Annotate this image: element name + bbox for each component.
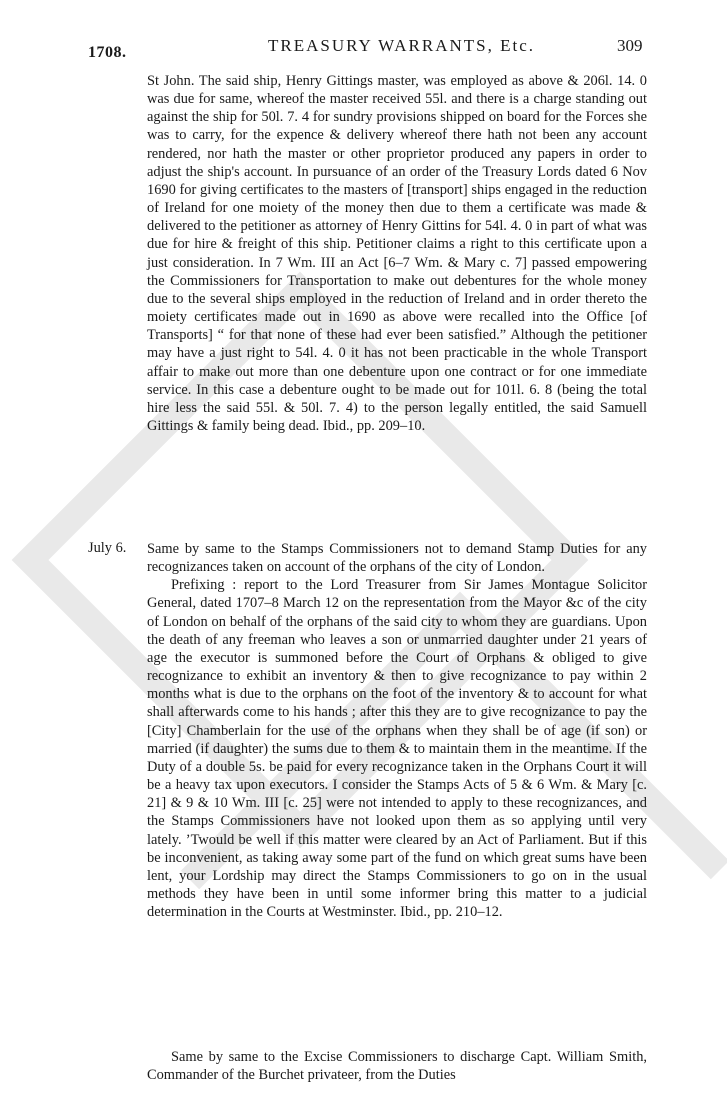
entry-stamps-commissioners	[147, 540, 647, 921]
page-number: 309	[617, 36, 643, 55]
margin-date: July 6.	[88, 540, 127, 556]
entry-paragraph: St John. The said ship, Henry Gittings master, was employed as above & 206l. 14. 0 was due for same, whereof the master received 55l. and there is a charge standing out against the ship for 50l. 7. 4 for sundry provisions shipped on board for the Forces she was to carry, for the expence & delivery whereof there hath not been any account rendered, nor hath the master or other proprietor produced any papers in order to adjust the ship's account. In pursuance of an order of the Treasury Lords dated 6 Nov 1690 for giving certificates to the masters of [transport] ships engaged in the reduction of Ireland for one moiety of the money then due to them a certificate was made & delivered to the petitioner as attorney of Henry Gittins for 54l. 4. 0 in part of what was due for hire & freight of this ship. Petitioner claims a right to this certificate upon a just consideration. In 7 Wm. III an Act [6–7 Wm. & Mary c. 7] passed empowering the Commissioners for Transportation to make out debentures for the whole money due to the several ships employed in the reduction of Ireland and in order thereto the moiety certificates made out in 1690 as above were recalled into the Office [of Transports] “ for that none of these had ever been satisfied.” Although the petitioner may have a just right to 54l. 4. 0 it has not been practicable in the whole Transport affair to make out more than one debenture upon one contract or for one immediate service. In this case a debenture ought to be made out for 101l. 6. 8 (being the total hire less the said 55l. & 50l. 7. 4) to the person legally entitled, the said Samuell Gittings & family being dead. Ibid., pp. 209–10.	[147, 73, 647, 434]
entry-paragraph: Prefixing : report to the Lord Treasurer from Sir James Montague Solicitor General, dated 1707–8 March 12 on the representation from the Mayor &c of the city of London on behalf of the orphans of the said city to whom they are guardians. Upon the death of any freeman who leaves a son or unmarried daughter under 21 years of age the executor is summoned before the Court of Orphans & obliged to give recognizance to exhibit an inventory & then to give recognizance to pay within 2 months what is due to the orphans on the foot of the inventory & to account for what shall afterwards come to his hands ; after this they are to give recognizance to pay the [City] Chamberlain for the use of the orphans when they shall be of age (if son) or married (if daughter) the sums due to them & to maintain them in the meantime. If the Duty of a double 5s. be paid for every recognizance taken in the Orphans Court it will be a heavy tax upon executors. I consider the Stamps Acts of 5 & 6 Wm. & Mary [c. 21] & 9 & 10 Wm. III [c. 25] were not intended to apply to these recognizances, and the Stamps Commissioners have not looked upon them as so applying until very lately. ’Twould be well if this matter were cleared by an Act of Parliament. But if this be inconvenient, as taking away some part of the fund on which great sums have been lent, your Lordship may direct the Stamps Commissioners to go on in the usual methods they have been in until some informer bring this matter to a judicial determination in the Courts at Westminster. Ibid., pp. 210–12.	[147, 577, 647, 921]
entry-continued	[147, 72, 647, 435]
running-title: TREASURY WARRANTS, Etc.	[268, 36, 536, 55]
entry-excise-commissioners	[147, 1048, 647, 1084]
margin-year: 1708.	[88, 44, 127, 61]
entry-paragraph: Same by same to the Excise Commissioners to discharge Capt. William Smith, Commander of the Burchet privateer, from the Duties	[147, 1049, 647, 1084]
entry-paragraph: Same by same to the Stamps Commissioners not to demand Stamp Duties for any recognizances taken on account of the orphans of the city of London.	[147, 541, 647, 576]
